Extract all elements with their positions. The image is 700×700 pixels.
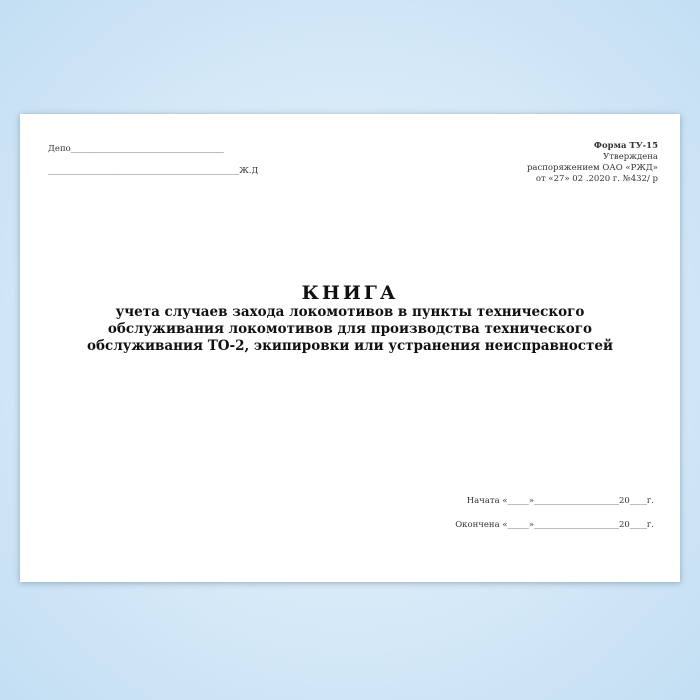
finished-date-field: Окончена «_____»____________________20____г.: [455, 520, 654, 530]
order-label: распоряжением ОАО «РЖД»: [526, 163, 658, 173]
book-title: КНИГА: [301, 282, 399, 304]
subtitle-line-1: учета случаев захода локомотивов в пункты технического: [115, 304, 585, 320]
approved-label: Утверждена: [603, 152, 658, 162]
document-page: [20, 114, 680, 582]
date-fields: [455, 496, 654, 544]
form-approval-block: [527, 141, 658, 185]
subtitle-line-3: обслуживания ТО-2, экипировки или устранения неисправностей: [86, 338, 613, 354]
book-title-block: [20, 282, 680, 355]
order-date: от «27» 02 .2020 г. №432/ р: [535, 174, 658, 184]
depot-field: Депо____________________________________: [48, 144, 224, 154]
started-date-field: Начата «_____»____________________20____г.: [466, 496, 654, 506]
railway-field: _____________________________________________Ж.Д: [48, 166, 259, 176]
subtitle-line-2: обслуживания локомотивов для производства технического: [107, 321, 593, 337]
form-code: Форма ТУ-15: [593, 141, 658, 151]
